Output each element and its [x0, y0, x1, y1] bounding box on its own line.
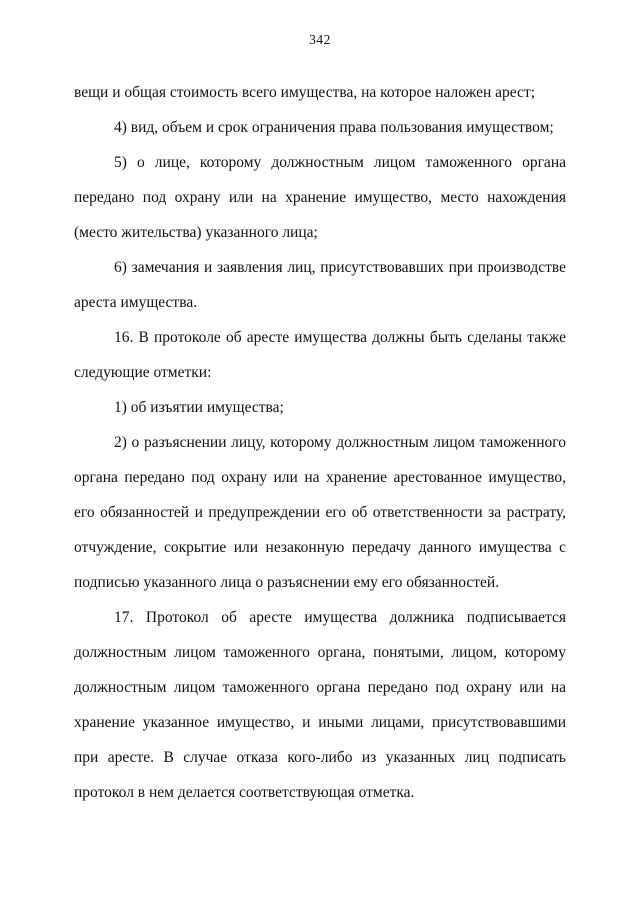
paragraph: 2) о разъяснении лицу, которому должностным лицом таможенного органа передано под охрану или на хранение арестованное имущество, его обязанностей и предупреждении его об ответственности за растрату, отчуждение, сокрытие или незаконную передачу данного имущества с подписью указанного лица о разъяснении ему его обязанностей.	[74, 434, 566, 591]
paragraph: 5) о лице, которому должностным лицом таможенного органа передано под охрану или на хранение имущество, место нахождения (место жительства) указанного лица;	[74, 154, 566, 241]
page-text	[74, 75, 566, 810]
paragraph: 4) вид, объем и срок ограничения права пользования имуществом;	[114, 119, 554, 136]
paragraph: 17. Протокол об аресте имущества должника подписывается должностным лицом таможенного органа, понятыми, лицом, которому должностным лицом таможенного органа передано под охрану или на хранение указанное имущество, и иными лицами, присутствовавшими при аресте. В случае отказа кого-либо из указанных лиц подписать протокол в нем делается соответствующая отметка.	[74, 609, 566, 801]
paragraph: 1) об изъятии имущества;	[114, 399, 284, 416]
paragraph: 16. В протоколе об аресте имущества должны быть сделаны также следующие отметки:	[74, 329, 566, 381]
paragraph: вещи и общая стоимость всего имущества, на которое наложен арест;	[74, 84, 536, 101]
paragraph: 6) замечания и заявления лиц, присутствовавших при производстве ареста имущества.	[74, 259, 566, 311]
page-number: 342	[309, 32, 331, 47]
